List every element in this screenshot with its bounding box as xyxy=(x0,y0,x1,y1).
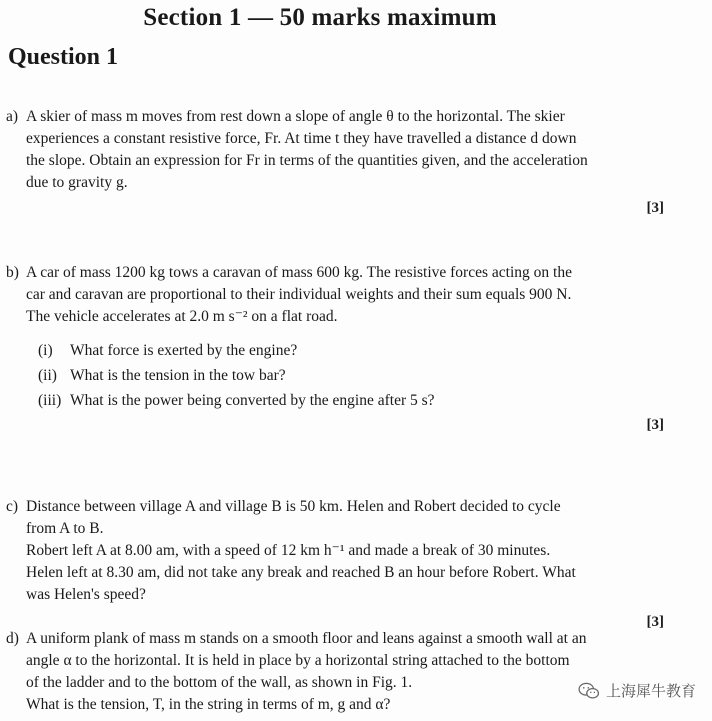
part-d-line: A uniform plank of mass m stands on a smooth floor and leans against a smooth wall at an xyxy=(26,630,587,647)
subpart-number: (ii) xyxy=(38,367,57,384)
part-a-line: experiences a constant resistive force, Fr. At time t they have travelled a distance d down xyxy=(26,130,577,147)
part-a-label: a) xyxy=(6,108,19,125)
subpart-number: (i) xyxy=(38,342,53,359)
watermark xyxy=(578,680,696,701)
part-b-label: b) xyxy=(6,264,19,281)
question-part-d xyxy=(6,628,666,716)
subpart-text: What is the tension in the tow bar? xyxy=(70,367,286,384)
part-b-line: The vehicle accelerates at 2.0 m s⁻² on a flat road. xyxy=(26,308,338,325)
part-c-line: from A to B. xyxy=(26,520,104,537)
part-d-line: What is the tension, T, in the string in terms of m, g and α? xyxy=(26,696,391,713)
part-c-line: Robert left A at 8.00 am, with a speed of 12 km h⁻¹ and made a break of 30 minutes. xyxy=(26,542,551,559)
subpart-item xyxy=(38,340,664,362)
watermark-text: 上海犀牛教育 xyxy=(605,682,696,700)
part-d-line: angle α to the horizontal. It is held in place by a horizontal string attached to the bottom xyxy=(26,652,570,669)
part-b-line: car and caravan are proportional to their individual weights and their sum equals 900 N. xyxy=(26,286,572,303)
part-c-label: c) xyxy=(6,498,19,515)
part-a-line: due to gravity g. xyxy=(26,174,128,191)
part-c-line: was Helen's speed? xyxy=(26,586,146,603)
part-b-line: A car of mass 1200 kg tows a caravan of mass 600 kg. The resistive forces acting on the xyxy=(26,264,572,281)
wechat-icon xyxy=(578,682,600,700)
part-c-line: Distance between village A and village B is 50 km. Helen and Robert decided to cycle xyxy=(26,498,561,515)
subpart-number: (iii) xyxy=(38,392,62,409)
question-part-c xyxy=(6,496,666,632)
part-d-label: d) xyxy=(6,630,19,647)
part-a-marks: [3] xyxy=(646,200,664,216)
subpart-item xyxy=(38,390,664,412)
part-c-line: Helen left at 8.30 am, did not take any break and reached B an hour before Robert. What xyxy=(26,564,576,581)
subpart-text: What force is exerted by the engine? xyxy=(70,342,298,359)
part-b-subparts xyxy=(26,340,664,412)
question-part-b xyxy=(6,262,666,435)
subpart-item xyxy=(38,365,664,387)
subpart-text: What is the power being converted by the engine after 5 s? xyxy=(70,392,435,409)
part-d-line: of the ladder and to the bottom of the wall, as shown in Fig. 1. xyxy=(26,674,413,691)
part-b-marks: [3] xyxy=(646,417,664,433)
part-c-marks: [3] xyxy=(646,614,664,630)
question-part-a xyxy=(6,106,666,218)
section-title: Section 1 — 50 marks maximum xyxy=(143,4,497,31)
part-a-line: the slope. Obtain an expression for Fr in terms of the quantities given, and the acceleration xyxy=(26,152,588,169)
question-title: Question 1 xyxy=(8,44,119,70)
part-a-line: A skier of mass m moves from rest down a slope of angle θ to the horizontal. The skier xyxy=(26,108,565,125)
